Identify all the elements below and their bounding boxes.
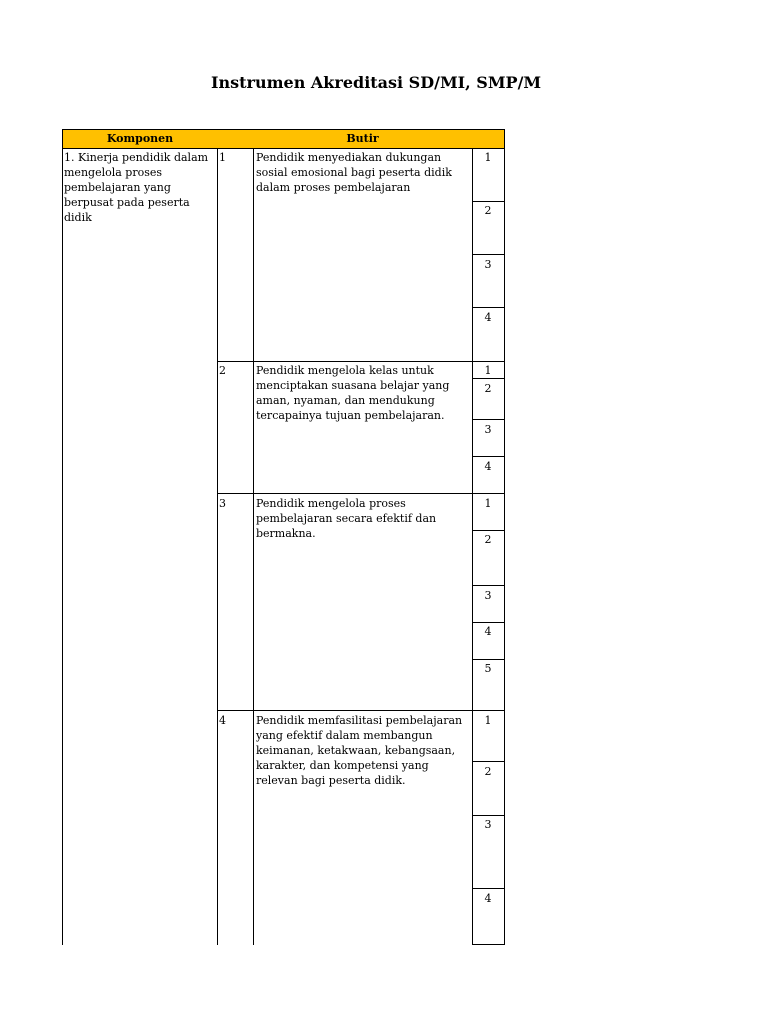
level-number: 1	[484, 497, 492, 510]
level-separator	[472, 888, 505, 889]
col-line-right	[504, 149, 505, 945]
butir-number: 3	[219, 497, 226, 510]
butir-text: Pendidik mengelola kelas untuk menciptakan suasana belajar yang aman, nyaman, dan mendukung tercapainya tujuan pembelajaran.	[256, 364, 450, 422]
level-number: 2	[484, 204, 492, 217]
document-title: Instrumen Akreditasi SD/MI, SMP/M	[211, 73, 542, 92]
col-line-left	[62, 149, 63, 945]
level-number: 3	[484, 589, 492, 602]
level-number: 4	[484, 625, 492, 638]
butir-separator	[217, 493, 505, 494]
level-number: 1	[484, 151, 492, 164]
level-number: 1	[484, 364, 492, 377]
butir-separator	[217, 361, 505, 362]
butir-number: 2	[219, 364, 226, 377]
level-number: 1	[484, 714, 492, 727]
level-separator	[472, 419, 505, 420]
col-line-no	[253, 149, 254, 945]
level-number: 2	[484, 765, 492, 778]
level-separator	[472, 585, 505, 586]
level-separator	[472, 530, 505, 531]
butir-text: Pendidik memfasilitasi pembelajaran yang efektif dalam membangun keimanan, ketakwaan, kebangsaan, karakter, dan kompetensi yang relevan bagi peserta didik.	[256, 714, 463, 787]
level-number: 3	[484, 423, 492, 436]
butir-text: Pendidik mengelola proses pembelajaran secara efektif dan bermakna.	[256, 497, 437, 540]
header-skor	[472, 129, 505, 149]
level-separator	[472, 659, 505, 660]
level-separator	[472, 456, 505, 457]
level-separator	[472, 815, 505, 816]
level-number: 4	[484, 892, 492, 905]
butir-number: 4	[219, 714, 226, 727]
header-butir: Butir	[253, 129, 473, 149]
level-number: 4	[484, 460, 492, 473]
butir-text: Pendidik menyediakan dukungan sosial emosional bagi peserta didik dalam proses pembelajaran	[256, 151, 452, 194]
komponen-text: 1. Kinerja pendidik dalam mengelola proses pembelajaran yang berpusat pada peserta didik	[64, 151, 209, 224]
level-number: 3	[484, 258, 492, 271]
butir-number: 1	[219, 151, 226, 164]
level-number: 2	[484, 533, 492, 546]
butir-separator	[217, 710, 505, 711]
level-separator	[472, 201, 505, 202]
level-separator	[472, 761, 505, 762]
level-number: 4	[484, 311, 492, 324]
level-separator	[472, 944, 505, 945]
level-separator	[472, 378, 505, 379]
col-line-komponen	[217, 149, 218, 945]
level-separator	[472, 307, 505, 308]
level-number: 5	[484, 662, 492, 675]
header-no	[217, 129, 254, 149]
level-separator	[472, 254, 505, 255]
level-number: 2	[484, 382, 492, 395]
level-number: 3	[484, 818, 492, 831]
header-komponen: Komponen	[62, 129, 218, 149]
level-separator	[472, 622, 505, 623]
